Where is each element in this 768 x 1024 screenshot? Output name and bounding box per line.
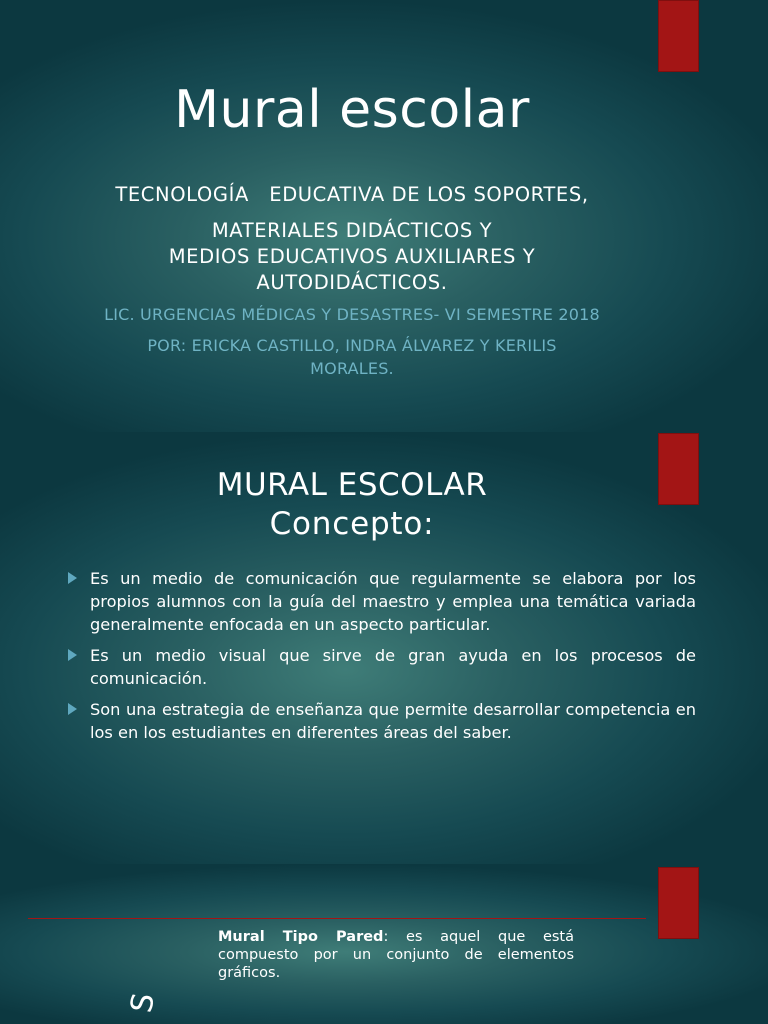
authors-line-2: MORALES. [310,359,394,378]
program-line: LIC. URGENCIAS MÉDICAS Y DESASTRES- VI SEMESTRE 2018 [104,305,600,324]
definition-paragraph [218,928,574,982]
slide-1 [0,0,768,432]
authors-line-1: POR: ERICKA CASTILLO, INDRA ÁLVAREZ Y KERILIS [147,336,557,355]
bullet-text: Son una estrategia de enseñanza que permite desarrollar competencia en los en los estudiantes en diferentes áreas del saber. [90,700,696,742]
partial-letter: S [124,990,162,1016]
red-accent-tab [658,0,699,72]
list-item [68,567,696,636]
definition-term: Mural Tipo Pared [218,929,384,945]
list-item [68,644,696,690]
section-subtitle: Concepto: [269,506,435,542]
bullet-text: Es un medio visual que sirve de gran ayuda en los procesos de comunicación. [90,646,696,688]
bullet-list [68,567,696,752]
bullet-text: Es un medio de comunicación que regularmente se elabora por los propios alumnos con la guía del maestro y emplea una temática variada generalmente enfocada en un aspecto particular. [90,569,696,634]
subtitle-line-1: TECNOLOGÍA EDUCATIVA DE LOS SOPORTES, [115,183,589,206]
definition-text: : es aquel que está compuesto por un conjunto de elementos gráficos. [218,929,575,981]
red-accent-tab [658,867,699,939]
slide-title: Mural escolar [174,80,530,140]
subtitle-line-4: AUTODIDÁCTICOS. [256,271,448,294]
section-title: MURAL ESCOLAR [216,467,488,503]
slide-3 [0,864,768,1024]
subtitle-line-3: MEDIOS EDUCATIVOS AUXILIARES Y [168,245,536,268]
subtitle-line-2: MATERIALES DIDÁCTICOS Y [211,219,493,242]
list-item [68,698,696,744]
triangle-bullet-icon [68,649,77,661]
divider-line [28,918,646,919]
triangle-bullet-icon [68,572,77,584]
slide-2 [0,432,768,864]
triangle-bullet-icon [68,703,77,715]
